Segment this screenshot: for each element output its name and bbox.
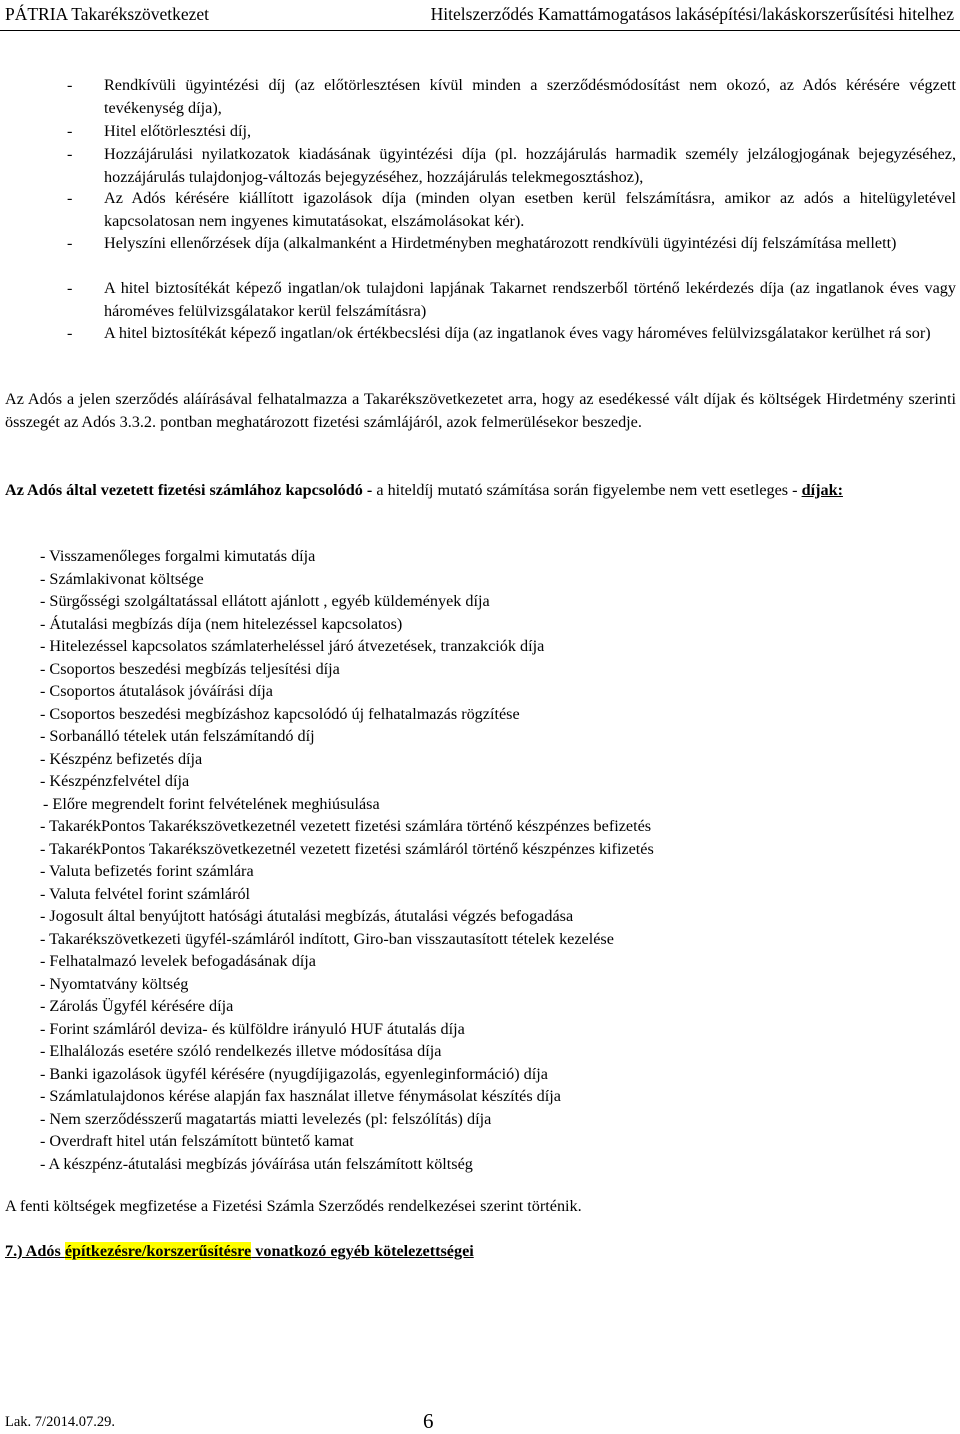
document-header-subtitle: Hitelszerződés Kamattámogatásos lakásépítési/lakáskorszerűsítési hitelhez — [430, 4, 954, 24]
document-header-title: PÁTRIA Takarékszövetkezet — [5, 4, 210, 24]
fee-item-text: A hitel biztosítékát képező ingatlan/ok tulajdoni lapjának Takarnet rendszerből történő lekérdezés díja (az ingatlanok éves vagy hároméves felülvizsgálatakor kerül felszámításra) — [104, 279, 956, 320]
account-fees-label: díjak: — [801, 481, 843, 499]
list-item: - Felhatalmazó levelek befogadásának díja — [40, 952, 316, 970]
bullet-dash: - — [67, 145, 73, 163]
list-item: - Takarékszövetkezeti ügyfél-számláról indított, Giro-ban visszautasított tételek kezelése — [40, 929, 614, 948]
authorization-paragraph: Az Adós a jelen szerződés aláírásával felhatalmazza a Takarékszövetkezetet arra, hogy az esedékessé vált díjak és költségek Hirdetmény szerinti összegét az Adós 3.3.2. pontban meghatározott fizetési számlájáról, azok felmerülésekor beszedje. — [5, 390, 956, 431]
fee-item-text: A hitel biztosítékát képező ingatlan/ok értékbecslési díja (az ingatlanok éves vagy hároméves felülvizsgálatakor kerülhet rá sor) — [104, 324, 931, 342]
list-item: - Csoportos beszedési megbízáshoz kapcsolódó új felhatalmazás rögzítése — [40, 704, 520, 723]
list-item: - Zárolás Ügyfél kérésére díja — [40, 997, 234, 1015]
fee-item-text: Rendkívüli ügyintézési díj (az előtörlesztésen kívül minden a szerződésmódosítást nem okozó, az Adós kérésére végzett tevékenység díja), — [104, 76, 956, 117]
fee-item — [67, 322, 956, 345]
fee-item-text: Hozzájárulási nyilatkozatok kiadásának ügyintézési díja (pl. hozzájárulás harmadik személy jelzálogjogának bejegyzéséhez, hozzájárulás tulajdonjog-változás bejegyzéséhez, hozzájárulás telekmegosztáshoz), — [104, 145, 956, 186]
fee-item — [67, 187, 956, 233]
list-item: - Készpénz befizetés díja — [40, 749, 203, 768]
fee-item-text: Hitel előtörlesztési díj, — [104, 122, 251, 140]
list-item: - TakarékPontos Takarékszövetkezetnél vezetett fizetési számláról történő készpénzes kifizetés — [40, 839, 654, 858]
list-item: - Forint számláról deviza- és külföldre irányuló HUF átutalás díja — [40, 1019, 465, 1038]
list-item: - Banki igazolások ügyfél kérésére (nyugdíjigazolás, egyenleginformáció) díja — [40, 1064, 548, 1083]
section-heading — [5, 1240, 956, 1263]
bullet-dash: - — [67, 189, 73, 207]
list-item: - Csoportos átutalások jóváírási díja — [40, 682, 273, 700]
list-item: - Valuta befizetés forint számlára — [40, 862, 254, 880]
list-item: - Számlatulajdonos kérése alapján fax használat illetve fénymásolat készítés díja — [40, 1087, 561, 1105]
list-item: - Elhalálozás esetére szóló rendelkezés illetve módosítása díja — [40, 1042, 442, 1060]
fee-item — [67, 74, 956, 120]
list-item: - Hitelezéssel kapcsolatos számlaterheléssel járó átvezetések, tranzakciók díja — [40, 637, 545, 655]
bullet-dash: - — [67, 122, 73, 140]
fee-item — [67, 232, 956, 255]
account-fees-intro-text: a hiteldíj mutató számítása során figyelembe nem vett esetleges - — [372, 481, 802, 499]
bullet-dash: - — [67, 76, 73, 94]
list-item: - Valuta felvétel forint számláról — [40, 884, 251, 903]
fee-item — [67, 120, 956, 143]
header-divider — [0, 30, 960, 31]
list-item: - Sürgősségi szolgáltatással ellátott ajánlott , egyéb küldemények díja — [40, 592, 490, 610]
list-item: - Előre megrendelt forint felvételének meghiúsulása — [43, 794, 380, 813]
section-heading-prefix: 7.) Adós — [5, 1242, 65, 1260]
list-item: - Átutalási megbízás díja (nem hitelezéssel kapcsolatos) — [40, 614, 403, 633]
bullet-dash: - — [67, 279, 73, 297]
section-heading-suffix: vonatkozó egyéb kötelezettségei — [251, 1242, 474, 1260]
section-heading-highlight: építkezésre/korszerűsítésre — [64, 1242, 252, 1260]
list-item: - Csoportos beszedési megbízás teljesítési díja — [40, 659, 340, 678]
account-fees-list — [40, 545, 654, 1175]
list-item: - Jogosult által benyújtott hatósági átutalási megbízás, átutalási végzés befogadása — [40, 907, 574, 925]
list-item: - Nem szerződésszerű magatartás miatti levelezés (pl: felszólítás) díja — [40, 1109, 492, 1128]
footer-reference: Lak. 7/2014.07.29. — [5, 1414, 115, 1430]
list-item: - TakarékPontos Takarékszövetkezetnél vezetett fizetési számlára történő készpénzes befizetés — [40, 817, 652, 835]
fee-item-text: Helyszíni ellenőrzések díja (alkalmanként a Hirdetményben meghatározott rendkívüli ügyintézési díj felszámítása mellett) — [104, 234, 897, 252]
list-item: - Sorbanálló tételek után felszámítandó díj — [40, 727, 315, 745]
fee-item — [67, 277, 956, 323]
fee-item — [67, 143, 956, 189]
page-number: 6 — [423, 1409, 434, 1433]
bullet-dash: - — [67, 324, 73, 342]
list-item: - Visszamenőleges forgalmi kimutatás díja — [40, 547, 316, 565]
account-fees-intro — [5, 479, 956, 502]
list-item: - Overdraft hitel után felszámított büntető kamat — [40, 1132, 354, 1150]
bullet-dash: - — [67, 234, 73, 252]
list-item: - Számlakivonat költsége — [40, 569, 204, 588]
list-item: - Nyomtatvány költség — [40, 974, 189, 993]
list-item: - A készpénz-átutalási megbízás jóváírása után felszámított költség — [40, 1154, 473, 1173]
list-item: - Készpénzfelvétel díja — [40, 772, 190, 790]
account-fees-intro-bold: Az Adós által vezetett fizetési számlához kapcsolódó - — [5, 481, 373, 499]
fee-item-text: Az Adós kérésére kiállított igazolások díja (minden olyan esetben kerül felszámításra, amikor az adós a hitelügyletével kapcsolatosan nem ingyenes kimutatásokat, elszámolásokat kér). — [104, 189, 956, 230]
closing-sentence: A fenti költségek megfizetése a Fizetési Számla Szerződés rendelkezései szerint történik. — [5, 1197, 582, 1215]
